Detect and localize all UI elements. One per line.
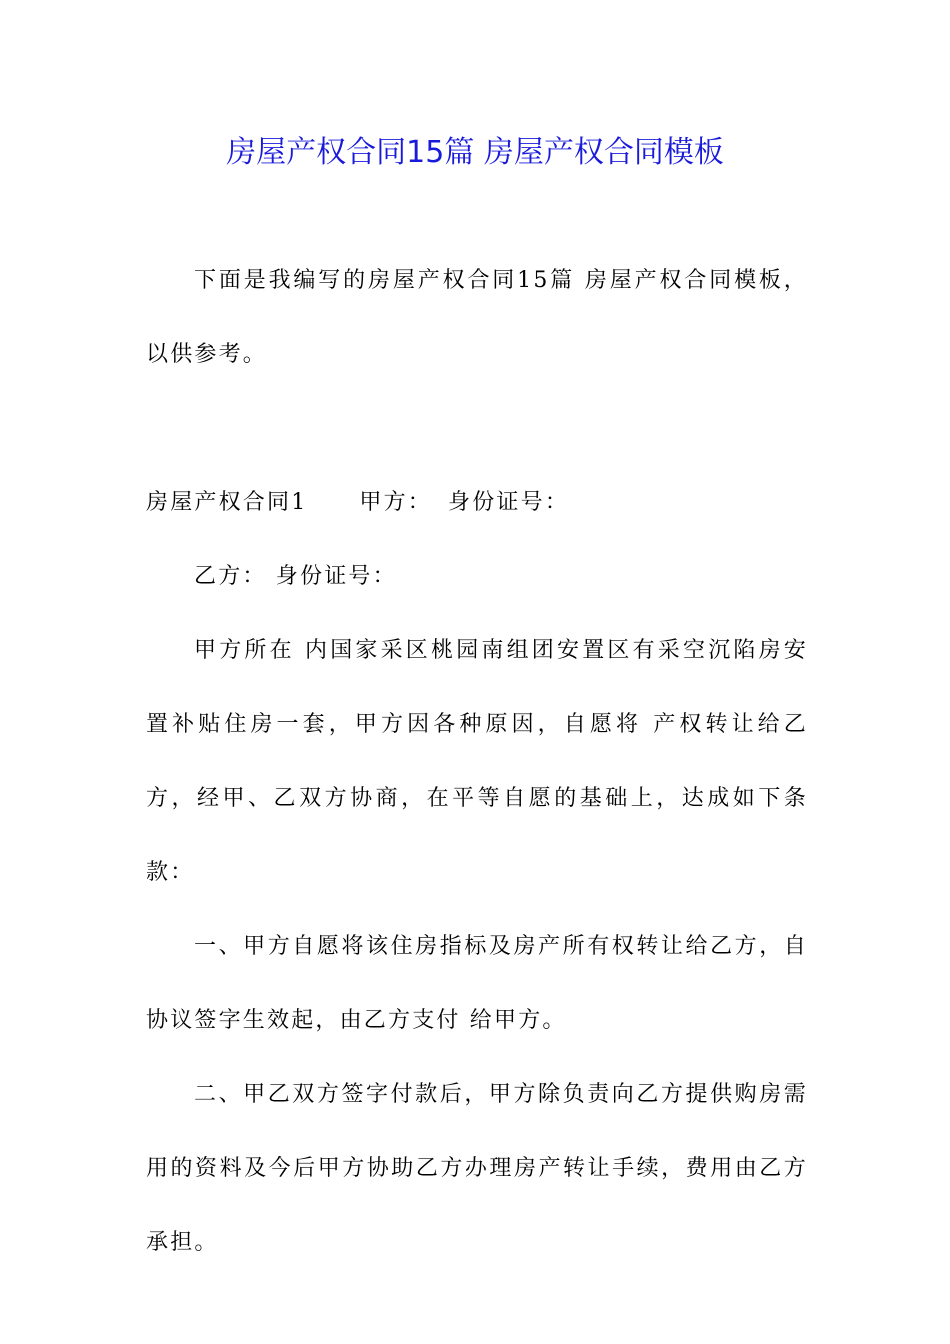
party-a-label: 甲方： [359, 490, 433, 515]
clause-paragraph: 甲方所在 内国家采区桃园南组团安置区有采空沉陷房安置补贴住房一套，甲方因各种原因，自愿将 产权转让给乙方，经甲、乙双方协商，在平等自愿的基础上，达成如下条款： [146, 638, 808, 885]
clause-paragraph: 一、甲方自愿将该住房指标及房产所有权转让给乙方，自协议签字生效起，由乙方支付 给甲方。 [146, 934, 808, 1033]
document-body [146, 244, 808, 1280]
contract-heading: 房屋产权合同1 [146, 490, 308, 515]
clause-paragraph: 二、甲乙双方签字付款后，甲方除负责向乙方提供购房需用的资料及今后甲方协助乙方办理房产转让手续，费用由乙方承担。 [146, 1082, 808, 1255]
intro-paragraph: 下面是我编写的房屋产权合同15篇 房屋产权合同模板，以供参考。 [146, 268, 808, 367]
party-a-id-label: 身份证号： [448, 490, 570, 515]
contract-heading-line [146, 466, 808, 540]
party-b-line: 乙方： 身份证号： [194, 564, 397, 589]
document-title: 房屋产权合同15篇 房屋产权合同模板 [226, 135, 724, 170]
